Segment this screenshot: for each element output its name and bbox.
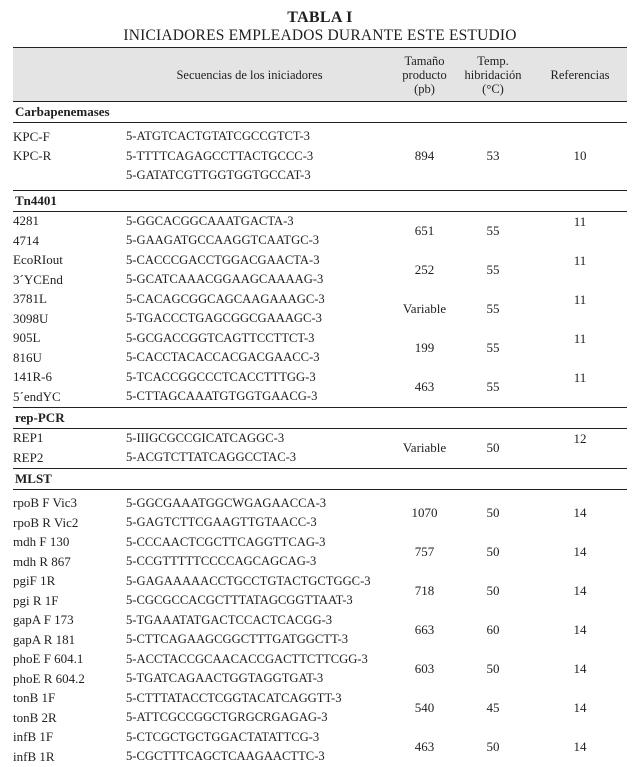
primer-name: phoE F 604.1 (13, 651, 84, 667)
primer-sequence: 5-CACAGCGGCAGCAAGAAAGC-3 (126, 291, 325, 306)
reference: 14 (573, 544, 587, 559)
primer-sequence: 5-ACGTCTTATCAGGCCTAC-3 (126, 450, 297, 465)
product-size: 663 (414, 622, 435, 637)
primer-sequence: 5-GGCACGGCAAATGACTA-3 (126, 213, 294, 228)
primer-name: 3781L (13, 291, 47, 307)
product-size: 718 (414, 583, 435, 598)
hybridization-temp: 45 (486, 700, 500, 715)
primer-sequence: 5-TCACCGGCCCTCACCTTTGG-3 (126, 369, 316, 384)
primer-sequence: 5-ATGTCACTGTATCGCCGTCT-3 (126, 129, 310, 144)
primer-sequence: 5-GGCGAAATGGCWGAGAACCA-3 (126, 495, 327, 510)
hybridization-temp: 50 (486, 544, 500, 559)
product-size: 757 (414, 544, 435, 559)
product-size: 603 (414, 661, 435, 676)
primer-sequence: 5-CTTCAGAAGCGGCTTTGATGGCTT-3 (126, 632, 349, 647)
primer-sequence: 5-CGCTTTCAGCTCAAGAACTTC-3 (126, 749, 325, 764)
header-sequences: Secuencias de los iniciadores (13, 48, 396, 102)
product-size: 252 (414, 262, 435, 277)
primer-sequence: 5-CTTAGCAAATGTGGTGAACG-3 (126, 389, 318, 404)
hybridization-temp: 50 (486, 661, 500, 676)
reference: 11 (573, 213, 587, 229)
reference: 11 (573, 369, 587, 385)
product-size: 651 (414, 223, 435, 238)
primer-name: 5´endYC (13, 388, 61, 404)
product-size: 1070 (411, 505, 438, 520)
primer-sequence: 5-CTCGCTGCTGGACTATATTCG-3 (126, 729, 320, 744)
primers-table (13, 47, 627, 767)
header-temp: Temp. hibridación (°C) (453, 48, 533, 102)
header-references: Referencias (533, 48, 627, 102)
primer-name: KPC-R (13, 148, 52, 164)
primer-name: rpoB F Vic3 (13, 495, 77, 511)
product-size: 894 (414, 148, 435, 164)
reference: 14 (573, 583, 587, 598)
primer-sequence: 5-CCGTTTTTCCCCAGCAGCAG-3 (126, 554, 317, 569)
primer-name: EcoRIout (13, 252, 63, 268)
primer-name: mdh F 130 (13, 534, 70, 550)
primer-name: 141R-6 (13, 369, 52, 385)
primer-sequence: 5-TGATCAGAACTGGTAGGTGAT-3 (126, 671, 324, 686)
primer-sequence: 5-GATATCGTTGGTGGTGCCAT-3 (126, 168, 311, 183)
primer-name: tonB 2R (13, 709, 57, 725)
primer-name: pgiF 1R (13, 573, 56, 589)
reference: 14 (573, 505, 587, 520)
primer-sequence: 5-CGCGCCACGCTTTATAGCGGTTAAT-3 (126, 593, 353, 608)
reference: 14 (573, 622, 587, 637)
primer-sequence: 5-GCATCAAACGGAAGCAAAAG-3 (126, 272, 324, 287)
primer-name: 905L (13, 330, 41, 346)
hybridization-temp: 50 (486, 505, 500, 520)
section-carbapenemases: Carbapenemases (13, 102, 627, 123)
primer-sequence: 5-CTTTATACCTCGGTACATCAGGTT-3 (126, 690, 342, 705)
primer-sequence: 5-CACCCGACCTGGACGAACTA-3 (126, 252, 320, 267)
reference: 14 (573, 661, 587, 676)
hybridization-temp: 50 (486, 739, 500, 754)
primer-sequence: 5-TGAAATATGACTCCACTCACGG-3 (126, 612, 333, 627)
primer-sequence: 5-TTTTCAGAGCCTTACTGCCC-3 (126, 148, 314, 163)
reference: 11 (573, 252, 587, 268)
section-tn4401: Tn4401 (13, 190, 627, 211)
primer-sequence: 5-TGACCCTGAGCGGCGAAAGC-3 (126, 311, 322, 326)
primer-name: 816U (13, 349, 42, 365)
hybridization-temp: 53 (486, 148, 500, 164)
product-size: 463 (414, 739, 435, 754)
primer-name: pgi R 1F (13, 592, 59, 608)
product-size: Variable (402, 301, 447, 316)
primer-name: infB 1R (13, 748, 55, 764)
hybridization-temp: 55 (486, 340, 500, 355)
reference: 11 (573, 330, 587, 346)
primer-sequence: 5-CACCTACACCACGACGAACC-3 (126, 350, 320, 365)
primer-name: infB 1F (13, 729, 54, 745)
section-rep-pcr: rep-PCR (13, 407, 627, 428)
header-size: Tamaño producto (pb) (396, 48, 453, 102)
product-size: Variable (402, 440, 447, 455)
primer-name: 3098U (13, 310, 49, 326)
primer-name (13, 166, 126, 186)
reference: 11 (573, 291, 587, 307)
hybridization-temp: 50 (486, 583, 500, 598)
primer-sequence: 5-GAAGATGCCAAGGTCAATGC-3 (126, 233, 320, 248)
primer-name: 4281 (13, 213, 39, 229)
table-title: TABLA I (287, 9, 353, 26)
product-size: 540 (414, 700, 435, 715)
header-row (13, 48, 627, 102)
primer-sequence: 5-GAGAAAAACCTGCCTGTACTGCTGGC-3 (126, 573, 371, 588)
product-size: 463 (414, 379, 435, 394)
primer-name: REP2 (13, 449, 44, 465)
primer-sequence: 5-ACCTACCGCAACACCGACTTCTTCGG-3 (126, 651, 368, 666)
primer-name: KPC-F (13, 128, 50, 144)
primer-sequence: 5-GAGTCTTCGAAGTTGTAACC-3 (126, 515, 317, 530)
primer-name: mdh R 867 (13, 553, 71, 569)
primer-sequence: 5-IIIGCGCCGICATCAGGC-3 (126, 430, 285, 445)
hybridization-temp: 55 (486, 301, 500, 316)
primer-sequence: 5-CCCAACTCGCTTCAGGTTCAG-3 (126, 534, 326, 549)
hybridization-temp: 55 (486, 223, 500, 238)
reference: 12 (573, 430, 587, 446)
primer-name: 4714 (13, 232, 39, 248)
primer-name: gapA F 173 (13, 612, 74, 628)
primer-sequence: 5-GCGACCGGTCAGTTCCTTCT-3 (126, 330, 315, 345)
reference: 14 (573, 739, 587, 754)
hybridization-temp: 60 (486, 622, 500, 637)
primer-name: tonB 1F (13, 690, 56, 706)
hybridization-temp: 50 (486, 440, 500, 455)
table-subtitle: INICIADORES EMPLEADOS DURANTE ESTE ESTUDIO (123, 27, 517, 44)
primer-name: REP1 (13, 430, 44, 446)
hybridization-temp: 55 (486, 379, 500, 394)
product-size: 199 (414, 340, 435, 355)
primer-sequence: 5-ATTCGCCGGCTGRGCRGAGAG-3 (126, 710, 328, 725)
hybridization-temp: 55 (486, 262, 500, 277)
reference: 14 (573, 700, 587, 715)
reference: 10 (573, 148, 587, 164)
primer-name: phoE R 604.2 (13, 670, 85, 686)
section-mlst: MLST (13, 468, 627, 489)
primer-name: rpoB R Vic2 (13, 514, 79, 530)
primer-name: 3´YCEnd (13, 271, 63, 287)
primer-name: gapA R 181 (13, 631, 76, 647)
